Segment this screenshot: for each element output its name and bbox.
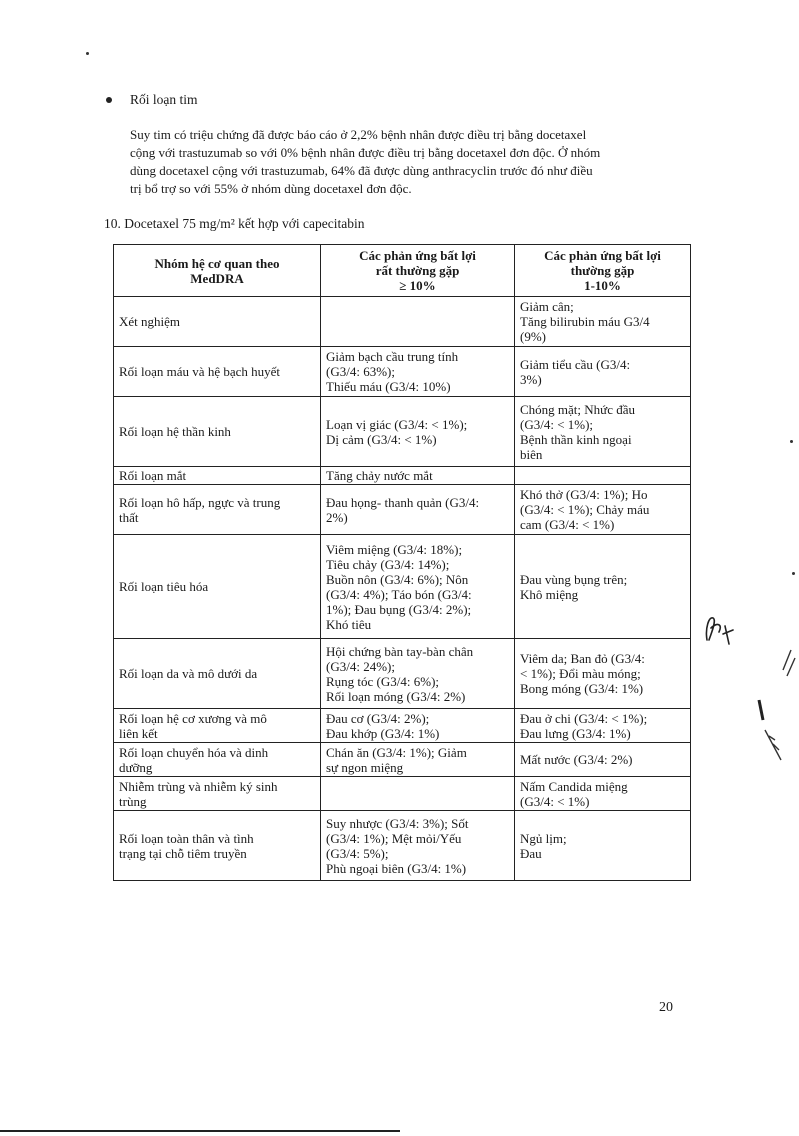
table-header-line: Các phản ứng bất lợi <box>359 248 476 263</box>
table-cell-line: Thiếu máu (G3/4: 10%) <box>326 379 451 394</box>
table-cell-very-common <box>321 811 515 881</box>
table-cell-common <box>515 709 691 743</box>
table-cell-line: (G3/4: < 1%) <box>520 793 590 809</box>
table-header-line: ≥ 10% <box>399 278 436 293</box>
table-row <box>114 811 691 881</box>
table-row <box>114 639 691 709</box>
table-row <box>114 297 691 347</box>
table-cell-common <box>515 811 691 881</box>
table-cell-line: Hội chứng bàn tay-bàn chân <box>326 643 474 659</box>
table-cell-very-common <box>321 743 515 777</box>
table-cell-organ <box>114 639 321 709</box>
table-cell-line: Giảm cân; <box>520 299 574 314</box>
table-cell-line: Rối loạn hệ thần kinh <box>119 424 231 439</box>
table-cell-common <box>515 535 691 639</box>
table-cell-line: Khó thở (G3/4: 1%); Ho <box>520 487 648 502</box>
table-cell-line: sự ngon miệng <box>326 759 404 775</box>
table-cell-line: Mất nước (G3/4: 2%) <box>520 752 633 767</box>
table-cell-line: (G3/4: 5%); <box>326 845 389 861</box>
table-cell-organ <box>114 743 321 777</box>
table-cell-line: Chán ăn (G3/4: 1%); Giảm <box>326 744 467 760</box>
bottom-rule <box>0 1130 400 1132</box>
scan-speck <box>792 572 795 575</box>
table-cell-line: Nấm Candida miệng <box>520 778 628 794</box>
table-cell-line: Rối loạn mắt <box>119 468 187 483</box>
table-cell-line: Viêm miệng (G3/4: 18%); <box>326 541 463 557</box>
table-header-line: thường gặp <box>570 263 635 278</box>
scan-speck <box>86 52 89 55</box>
table-cell-organ <box>114 777 321 811</box>
table-cell-line: Rối loạn hệ cơ xương và mô <box>119 710 267 726</box>
bullet-heading <box>106 92 198 108</box>
table-cell-line: Rối loạn da và mô dưới da <box>119 666 258 681</box>
table-cell-line: 2%) <box>326 509 348 525</box>
table-cell-common <box>515 347 691 397</box>
table-cell-line: Rối loạn tiêu hóa <box>119 579 209 594</box>
table-cell-organ <box>114 535 321 639</box>
signature-mark <box>703 610 737 646</box>
table-cell-very-common <box>321 467 515 485</box>
paragraph-line: Suy tim có triệu chứng đã được báo cáo ở 2,2% bệnh nhân được điều trị bằng docetaxel <box>130 127 587 142</box>
table-row <box>114 709 691 743</box>
table-cell-common <box>515 743 691 777</box>
table-cell-very-common <box>321 347 515 397</box>
table-cell-line: Tăng bilirubin máu G3/4 <box>520 314 650 329</box>
table-cell-common <box>515 639 691 709</box>
table-cell-line: Bong móng (G3/4: 1%) <box>520 681 644 696</box>
table-cell-line: Rụng tóc (G3/4: 6%); <box>326 673 440 689</box>
table-cell-line: dưỡng <box>119 759 153 775</box>
table-cell-line: 3%) <box>520 371 542 387</box>
table-cell-line: (G3/4: < 1%); Chảy máu <box>520 502 650 517</box>
paragraph-line: dùng docetaxel cộng với trastuzumab, 64% đã được dùng anthracyclin trước đó như điều <box>130 163 593 178</box>
table-cell-line: trạng tại chỗ tiêm truyền <box>119 845 247 861</box>
table-cell-line: Đau cơ (G3/4: 2%); <box>326 710 430 726</box>
table-cell-line: Đau vùng bụng trên; <box>520 571 628 587</box>
table-cell-organ <box>114 397 321 467</box>
scan-speck <box>790 440 793 443</box>
table-cell-line: biên <box>520 446 543 462</box>
table-header-line: MedDRA <box>190 270 244 286</box>
table-cell-very-common <box>321 639 515 709</box>
table-cell-line: Rối loạn hô hấp, ngực và trung <box>119 494 281 510</box>
table-cell-very-common <box>321 297 515 347</box>
table-header-row <box>114 245 691 297</box>
table-cell-line: Rối loạn toàn thân và tình <box>119 830 254 846</box>
table-cell-common <box>515 485 691 535</box>
table-row <box>114 467 691 485</box>
bullet-title: Rối loạn tim <box>130 92 198 107</box>
table-cell-line: Đau <box>520 845 542 861</box>
table-cell-line: (G3/4: 4%); Táo bón (G3/4: <box>326 586 472 602</box>
table-cell-line: Giảm bạch cầu trung tính <box>326 349 459 364</box>
table-cell-line: Loạn vị giác (G3/4: < 1%); <box>326 416 468 432</box>
table-cell-line: Buồn nôn (G3/4: 6%); Nôn <box>326 571 469 587</box>
table-cell-line: < 1%); Đổi màu móng; <box>520 666 641 681</box>
table-cell-line: (G3/4: 24%); <box>326 658 395 674</box>
table-cell-organ <box>114 297 321 347</box>
table-cell-very-common <box>321 485 515 535</box>
table-cell-very-common <box>321 709 515 743</box>
paragraph-cardiac <box>130 126 675 198</box>
table-cell-line: Đau khớp (G3/4: 1%) <box>326 725 440 741</box>
page-number: 20 <box>659 1000 673 1015</box>
table-header-line: 1-10% <box>584 278 621 293</box>
table-cell-organ <box>114 709 321 743</box>
table-header-cell <box>114 245 321 297</box>
table-cell-line: Giảm tiểu cầu (G3/4: <box>520 356 631 372</box>
table-cell-common <box>515 297 691 347</box>
table-cell-line: Đau họng- thanh quản (G3/4: <box>326 494 480 510</box>
table-cell-line: Tăng chảy nước mắt <box>326 468 433 483</box>
table-cell-line: Bệnh thần kinh ngoại <box>520 431 632 447</box>
table-cell-very-common <box>321 535 515 639</box>
table-cell-line: Rối loạn chuyển hóa và dinh <box>119 744 269 760</box>
table-header-line: Các phản ứng bất lợi <box>544 248 661 263</box>
table-cell-line: Rối loạn máu và hệ bạch huyết <box>119 364 281 379</box>
paragraph-line: trị bổ trợ so với 55% ở nhóm dùng docetaxel đơn độc. <box>130 181 412 196</box>
table-row <box>114 485 691 535</box>
table-cell-line: Viêm da; Ban đỏ (G3/4: <box>520 651 645 666</box>
table-cell-organ <box>114 467 321 485</box>
table-cell-line: 1%); Đau bụng (G3/4: 2%); <box>326 601 472 617</box>
table-header-cell <box>515 245 691 297</box>
table-cell-common <box>515 397 691 467</box>
table-cell-line: cam (G3/4: < 1%) <box>520 517 615 532</box>
table-row <box>114 347 691 397</box>
table-cell-line: Khó tiêu <box>326 616 372 632</box>
table-cell-line: Chóng mặt; Nhức đầu <box>520 401 636 417</box>
table-cell-organ <box>114 811 321 881</box>
table-cell-line: Xét nghiệm <box>119 314 181 329</box>
table-cell-line: (G3/4: < 1%); <box>520 416 594 432</box>
section-title: 10. Docetaxel 75 mg/m² kết hợp với capecitabin <box>104 216 365 231</box>
table-cell-line: Ngủ lịm; <box>520 830 567 846</box>
table-cell-line: Nhiễm trùng và nhiễm ký sinh <box>119 778 278 794</box>
table-cell-line: (G3/4: 1%); Mệt mỏi/Yếu <box>326 830 462 846</box>
table-cell-very-common <box>321 397 515 467</box>
table-cell-organ <box>114 485 321 535</box>
table-cell-line: Dị cảm (G3/4: < 1%) <box>326 431 437 447</box>
table-cell-very-common <box>321 777 515 811</box>
adverse-reactions-table <box>113 244 691 881</box>
table-cell-line: (9%) <box>520 329 546 344</box>
margin-scan-marks <box>755 640 799 780</box>
table-header-line: rất thường gặp <box>375 263 460 278</box>
table-header-line: Nhóm hệ cơ quan theo <box>154 255 280 271</box>
table-row <box>114 535 691 639</box>
table-cell-organ <box>114 347 321 397</box>
table-cell-line: thất <box>119 509 139 525</box>
table-cell-line: Đau lưng (G3/4: 1%) <box>520 725 631 741</box>
table-cell-line: Suy nhược (G3/4: 3%); Sốt <box>326 815 469 831</box>
table-cell-line: (G3/4: 63%); <box>326 364 395 379</box>
table-cell-line: Rối loạn móng (G3/4: 2%) <box>326 688 466 704</box>
table-row <box>114 777 691 811</box>
table-row <box>114 743 691 777</box>
table-cell-common <box>515 467 691 485</box>
bullet-dot <box>106 97 112 103</box>
table-cell-line: Đau ở chi (G3/4: < 1%); <box>520 710 648 726</box>
table-body <box>114 297 691 881</box>
table-row <box>114 397 691 467</box>
table-cell-line: Phù ngoại biên (G3/4: 1%) <box>326 860 467 876</box>
table-cell-line: Khô miệng <box>520 586 579 602</box>
table-cell-line: Tiêu chảy (G3/4: 14%); <box>326 556 450 572</box>
paragraph-line: cộng với trastuzumab so với 0% bệnh nhân được điều trị bằng docetaxel đơn độc. Ở nhóm <box>130 145 601 160</box>
table-header-cell <box>321 245 515 297</box>
table-cell-common <box>515 777 691 811</box>
table-cell-line: liên kết <box>119 725 158 741</box>
table-cell-line: trùng <box>119 793 147 809</box>
